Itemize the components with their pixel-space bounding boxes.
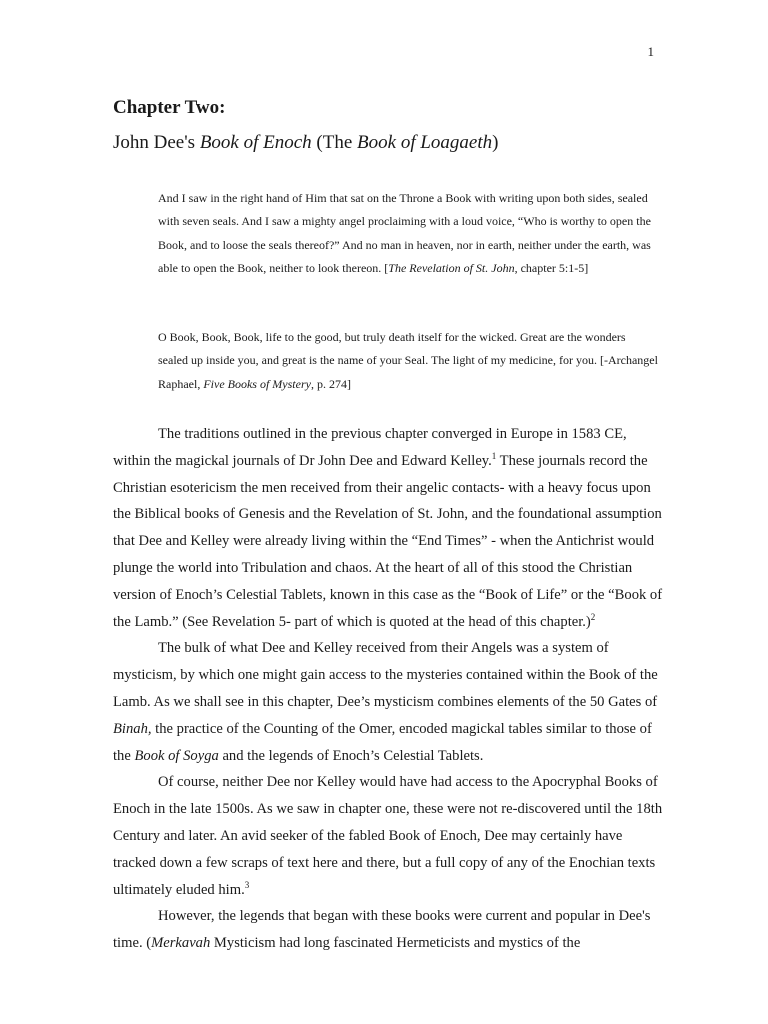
paragraph-text: Of course, neither Dee nor Kelley would have had access to the Apocryphal Books of Enoch in the late 1500s. As we saw in chapter one, these were not re-discovered until the 18th Century and later. An avid seeker of the fabled Book of Enoch, Dee may certainly have tracked down a few scraps of text here and there, but a full copy of any of the Enochian texts ultimately eluded him. (113, 774, 663, 898)
epigraph-revelation (158, 187, 658, 281)
paragraph-1 (113, 421, 663, 635)
paragraph-3 (113, 769, 663, 903)
epigraph-citation: , chapter 5:1-5] (514, 261, 589, 276)
epigraph-raphael (158, 326, 658, 396)
paragraph-text: The traditions outlined in the previous chapter converged in Europe in 1583 CE, within the magickal journals of Dr John Dee and Edward Kelley. (113, 426, 627, 469)
paragraph-text: These journals record the Christian esotericism the men received from their angelic contacts- with a heavy focus upon the Biblical books of Genesis and the Revelation of St. John, and the foundational assumption that Dee and Kelley were already living within the “End Times” - when the Antichrist would plunge the world into Tribulation and chaos. At the heart of all of this stood the Christian version of Enoch’s Celestial Tablets, known in this case as the “Book of Life” or the “Book of the Lamb.” (See Revelation 5- part of which is quoted at the head of this chapter.) (113, 452, 663, 630)
paragraph-text: Mysticism had long fascinated Hermeticists and mystics of the (210, 935, 581, 952)
chapter-subtitle (113, 131, 498, 155)
term-merkavah: Merkavah (151, 935, 211, 952)
epigraph-text: O Book, Book, Book, life to the good, but truly death itself for the wicked. Great are the wonders sealed up inside you, and great is the name of your Seal. The light of my medicine, for you. [-Archangel Raphael, (158, 330, 658, 391)
epigraph-text: And I saw in the right hand of Him that sat on the Throne a Book with writing upon both sides, sealed with seven seals. And I saw a mighty angel proclaiming with a loud voice, “Who is worthy to open the Book, and to loose the seals thereof?” And no man in heaven, nor in earth, neither under the earth, was able to open the Book, neither to look thereon. [ (158, 191, 651, 276)
epigraph-source: Five Books of Mystery (203, 376, 311, 391)
subtitle-part: (The (311, 132, 358, 153)
subtitle-part: John Dee's (113, 132, 200, 153)
chapter-title: Chapter Two: (113, 97, 226, 118)
paragraph-text: the practice of the Counting of the Omer, encoded magickal tables similar to those of the (113, 720, 652, 764)
body-text (113, 421, 663, 957)
footnote-ref-3[interactable]: 3 (244, 879, 250, 890)
term-binah: Binah, (113, 720, 152, 737)
subtitle-part: ) (492, 132, 499, 153)
footnote-ref-1[interactable]: 1 (491, 450, 497, 461)
page-number: 1 (647, 44, 654, 59)
epigraph-citation: , p. 274] (310, 376, 351, 391)
subtitle-book-of-loagaeth: Book of Loagaeth (357, 132, 493, 153)
subtitle-book-of-enoch: Book of Enoch (199, 132, 312, 153)
paragraph-text: However, the legends that began with these books were current and popular in Dee's time. ( (113, 908, 651, 952)
term-book-of-soyga: Book of Soyga (134, 747, 219, 764)
paragraph-text: and the legends of Enoch’s Celestial Tablets. (218, 747, 484, 764)
paragraph-4 (113, 903, 663, 957)
footnote-ref-2[interactable]: 2 (590, 611, 596, 622)
epigraph-source: The Revelation of St. John (388, 261, 515, 276)
paragraph-2 (113, 635, 663, 769)
paragraph-text: The bulk of what Dee and Kelley received from their Angels was a system of mysticism, by which one might gain access to the mysteries contained within the Book of the Lamb. As we shall see in this chapter, Dee’s mysticism combines elements of the 50 Gates of (113, 640, 658, 710)
